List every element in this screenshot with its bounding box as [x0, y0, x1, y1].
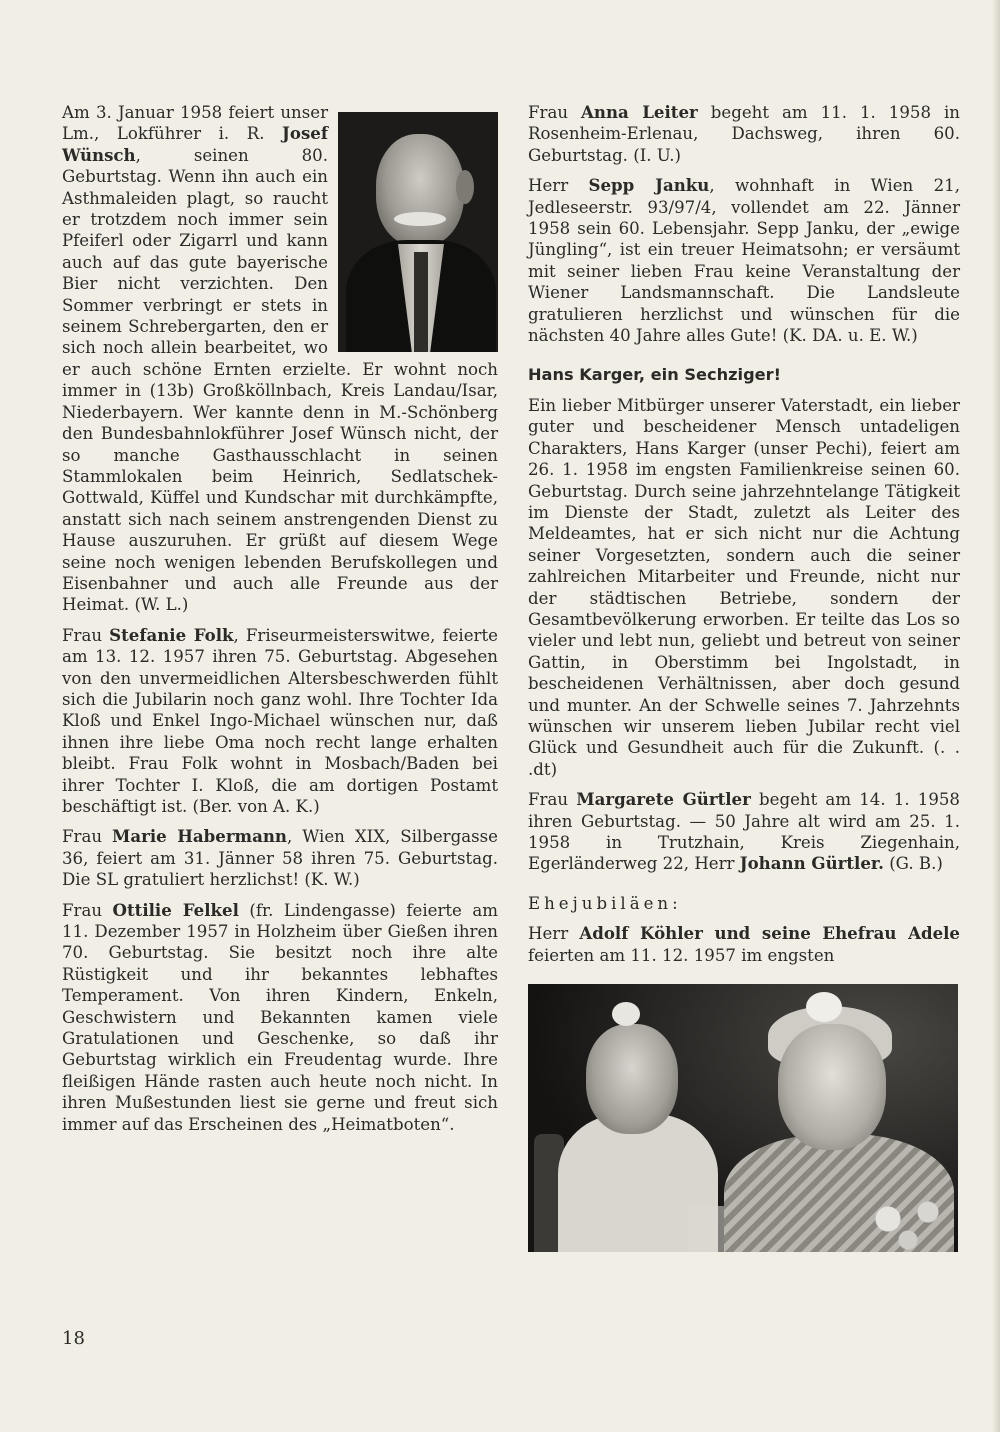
text: Frau — [62, 900, 113, 920]
text: feierten am 11. 12. 1957 im engsten — [528, 945, 835, 965]
photo-woman-face — [778, 1024, 886, 1150]
portrait-photo-josef-wuensch — [338, 112, 498, 352]
portrait-moustache — [394, 212, 446, 226]
right-column — [528, 102, 960, 1252]
text: Am 3. Januar 1958 feiert unser Lm., Lokführer i. R. — [62, 103, 328, 144]
article-heading-hans-karger: Hans Karger, ein Sechziger! — [528, 365, 782, 385]
person-name: Josef Wünsch — [62, 123, 328, 165]
text: , Wien XIX, Silbergasse 36, feiert am 31. Jänner 58 ihren 75. Geburtstag. Die SL gratuliert herzlichst! (K. W.) — [62, 827, 498, 890]
page-number: 18 — [62, 1328, 85, 1349]
photo-man-face — [586, 1024, 678, 1134]
article-sepp-janku — [528, 175, 960, 346]
person-name: Ottilie Felkel — [112, 899, 239, 920]
article-ottilie-felkel — [62, 900, 498, 1135]
photo-glass — [688, 1206, 724, 1252]
person-name: Margarete Gürtler — [576, 789, 751, 810]
person-name: Stefanie Folk — [109, 624, 234, 645]
left-column — [62, 102, 498, 1144]
person-name: Johann Gürtler. — [739, 853, 884, 874]
text: Herr — [528, 176, 589, 196]
portrait-tie — [414, 252, 428, 352]
text: , Friseurmeisterswitwe, feierte am 13. 12. 1957 ihren 75. Geburtstag. Abgesehen von den unvermeidlichen Altersbeschwerden fühlt sich die Jubilarin noch ganz wohl. Ihre Tochter Ida Kloß und Enkel Ingo-Michael wünschen nur, daß ihnen ihre liebe Oma noch recht lange erhalten bleibt. Frau Folk wohnt in Mosbach/Baden bei ihrer Tochter I. Kloß, die am dortigen Postamt beschäftigt ist. (Ber. von A. K.) — [62, 625, 498, 816]
text: Frau — [528, 103, 582, 122]
portrait-ear — [456, 170, 474, 204]
person-name: Anna Leiter — [581, 102, 698, 122]
photo-flowers-foreground — [858, 1184, 958, 1252]
section-label-ehejubilaeen: Ehejubiläen: — [528, 893, 682, 913]
text: Frau — [528, 790, 577, 810]
person-name: Sepp Janku — [588, 175, 710, 196]
article-anna-leiter — [528, 102, 960, 166]
text: (G. B.) — [883, 854, 943, 874]
text: begeht am 14. 1. 1958 ihren Geburtstag. — 50 Jahre alt wird am 25. 1. 1958 in Trutzhain, Kreis Ziegenhain, Egerländerweg 22, Herr — [528, 790, 960, 874]
person-name: Marie Habermann — [112, 826, 287, 847]
text: begeht am 11. 1. 1958 in Rosenheim-Erlenau, Dachsweg, ihren 60. Geburtstag. (I. U.) — [528, 103, 960, 165]
photo-flower — [806, 992, 842, 1022]
couple-photo — [528, 984, 958, 1252]
text: (fr. Lindengasse) feierte am 11. Dezember 1957 in Holzheim über Gießen ihren 70. Geburtstag. Sie besitzt noch ihre alte Rüstigkeit und ihr bekanntes lebhaftes Temperament. Von ihren Kindern, Enkeln, Geschwistern und Bekannten kamen viele Gratulationen und Geschenke, so daß ihr Geburtstag wirklich ein Freudentag wurde. Ihre fleißigen Hände rasten auch heute noch nicht. In ihren Mußestunden liest sie gerne und freut sich immer auf das Erscheinen des „Heimatboten“. — [62, 900, 499, 1134]
text: Herr — [528, 924, 580, 944]
article-stefanie-folk — [62, 625, 498, 818]
text: , seinen 80. Geburtstag. Wenn ihn auch ein Asthmaleiden plagt, so raucht er trotzdem noch immer sein Pfeiferl oder Zigarrl und kann auch auf das gute bayerische Bier nicht verzichten. Den Sommer verbringt er stets in seinem Schrebergarten, den er sich noch allein bearbeitet, wo er auch schöne Ernten erzielte. Er wohnt noch immer in (13b) Großköllnbach, Kreis Landau/Isar, Niederbayern. Wer kannte denn in M.-Schönberg den Bundesbahnlokführer Josef Wünsch nicht, der so manche Gasthausschlacht in seinen Stammlokalen beim Heinrich, Sedlatschek-Gottwald, Küffel und Kundschar mit durchkämpfte, anstatt sich nach seinem anstrengenden Dienst zu Hause auszuruhen. Er grüßt auf diesem Wege seine noch wenigen lebenden Berufskollegen und Eisenbahner und auch alle Freunde aus der Heimat. (W. L.) — [62, 145, 498, 615]
text: Frau — [62, 827, 113, 847]
portrait-face — [376, 134, 464, 246]
text: , wohnhaft in Wien 21, Jedleseerstr. 93/97/4, vollendet am 22. Jänner 1958 sein 60. Lebensjahr. Sepp Janku, der „ewige Jüngling“, ist ein treuer Heimatsohn; er versäumt mit seiner lieben Frau keine Veranstaltung der Wiener Landsmannschaft. Die Landsleute gratulieren herzlichst und wünschen für die nächsten 40 Jahre alles Gute! (K. DA. u. E. W.) — [528, 176, 960, 346]
photo-flower — [612, 1002, 640, 1026]
article-marie-habermann — [62, 826, 498, 890]
article-koehler — [528, 923, 960, 966]
article-guertler — [528, 789, 960, 875]
page-edge-shadow — [992, 0, 1000, 1432]
article-hans-karger: Ein lieber Mitbürger unserer Vaterstadt, ein lieber guter und bescheidener Mensch untadeligen Charakters, Hans Karger (unser Pechi), feiert am 26. 1. 1958 im engsten Familienkreise seinen 60. Geburtstag. Durch seine jahrzehntelange Tätigkeit im Dienste der Stadt, zuletzt als Leiter des Meldeamtes, hat er sich nicht nur die Achtung seiner Vorgesetzten, sondern auch die seiner zahlreichen Mitarbeiter und Freunde, nicht nur der städtischen Betriebe, sondern der Gesamtbevölkerung erworben. Er teilte das Los so vieler und lebt nun, geliebt und betreut von seiner Gattin, in Oberstimm bei Ingolstadt, in bescheidenen Verhältnissen, aber doch gesund und munter. An der Schwelle seines 7. Jahrzehnts wünschen wir unserem lieben Jubilar recht viel Glück und Gesundheit auch für die Zukunft. (. . .dt) — [528, 395, 960, 779]
text: Frau — [62, 625, 110, 645]
person-name: Adolf Köhler und seine Ehefrau Adele — [579, 923, 960, 944]
